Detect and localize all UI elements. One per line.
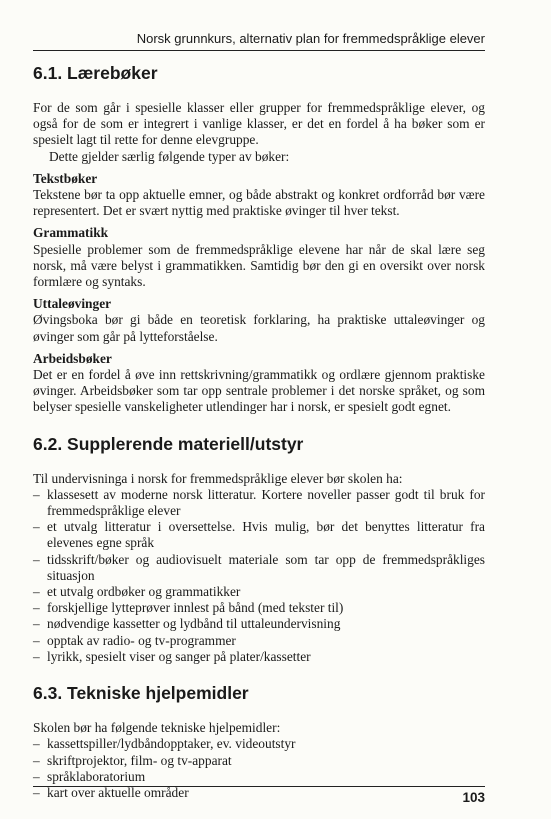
- list-item: – lyrikk, spesielt viser og sanger på plater/kassetter: [33, 649, 485, 665]
- list-item: – klassesett av moderne norsk litteratur. Kortere noveller passer godt til bruk for fremmedspråklige elever: [33, 487, 485, 519]
- page-number: 103: [462, 790, 485, 805]
- paragraph-arbeidsboker: Det er en fordel å øve inn rettskrivning/grammatikk og ordlære gjennom praktiske øvinger. Arbeidsbøker som tar opp sentrale problemer i det norske språket, og som belyser spesielle vanskeligheter utlendinger har i norsk, er spesielt godt egnet.: [33, 367, 485, 415]
- running-title: Norsk grunnkurs, alternativ plan for fremmedspråklige elever: [136, 31, 485, 46]
- subheading-uttaleovinger: Uttaleøvinger: [33, 296, 112, 312]
- subheading-arbeidsboker: Arbeidsbøker: [33, 350, 112, 366]
- page-content: [33, 62, 485, 801]
- list-item: – nødvendige kassetter og lydbånd til uttaleundervisning: [33, 616, 485, 632]
- section-intro-paragraph: For de som går i spesielle klasser eller grupper for fremmedspråklige elever, og også for de som er integrert i vanlige klasser, er det en fordel å ha bøker som er spesielt lagt til rette for denne elevgruppe.: [33, 100, 485, 148]
- list-item: – kart over aktuelle områder: [33, 785, 485, 801]
- running-header: [33, 31, 485, 51]
- section-heading-6-3: 6.3. Tekniske hjelpemidler: [33, 683, 249, 704]
- section-heading-6-2: 6.2. Supplerende materiell/utstyr: [33, 433, 304, 454]
- page-footer: [33, 786, 485, 805]
- list-item: – et utvalg ordbøker og grammatikker: [33, 584, 485, 600]
- section-heading-6-1: 6.1. Lærebøker: [33, 63, 158, 83]
- list-item: – opptak av radio- og tv-programmer: [33, 633, 485, 649]
- list-item: – forskjellige lytteprøver innlest på bånd (med tekster til): [33, 600, 485, 616]
- paragraph-uttaleovinger: Øvingsboka bør gi både en teoretisk forklaring, ha praktiske uttaleøvinger og øvinger som går på lytteforståelse.: [33, 312, 485, 344]
- list-item: – kassettspiller/lydbåndopptaker, ev. videoutstyr: [33, 736, 485, 752]
- list-item: – språklaboratorium: [33, 769, 485, 785]
- list-item: – tidsskrift/bøker og audiovisuelt materiale som tar opp de fremmedspråkliges situasjon: [33, 552, 485, 584]
- subheading-tekstboker: Tekstbøker: [33, 170, 98, 186]
- list-item: – et utvalg litteratur i oversettelse. Hvis mulig, bør det benyttes litteratur fra elevenes egne språk: [33, 519, 485, 551]
- section-intro-paragraph: Til undervisninga i norsk for fremmedspråklige elever bør skolen ha:: [33, 470, 403, 486]
- paragraph-grammatikk: Spesielle problemer som de fremmedspråklige elevene har når de skal lære seg norsk, må være belyst i grammatikken. Samtidig bør den gi en oversikt over norsk formlære og syntaks.: [33, 241, 485, 290]
- section-intro-paragraph-2: Dette gjelder særlig følgende typer av bøker:: [49, 148, 290, 164]
- list-item: – skriftprojektor, film- og tv-apparat: [33, 753, 485, 769]
- materials-list: [33, 487, 485, 665]
- subheading-grammatikk: Grammatikk: [33, 225, 109, 241]
- section-intro-paragraph: Skolen bør ha følgende tekniske hjelpemidler:: [33, 720, 281, 736]
- paragraph-tekstboker: Tekstene bør ta opp aktuelle emner, og både abstrakt og konkret ordforråd bør være representert. Det er svært nyttig med praktiske øvinger til hver tekst.: [33, 187, 485, 219]
